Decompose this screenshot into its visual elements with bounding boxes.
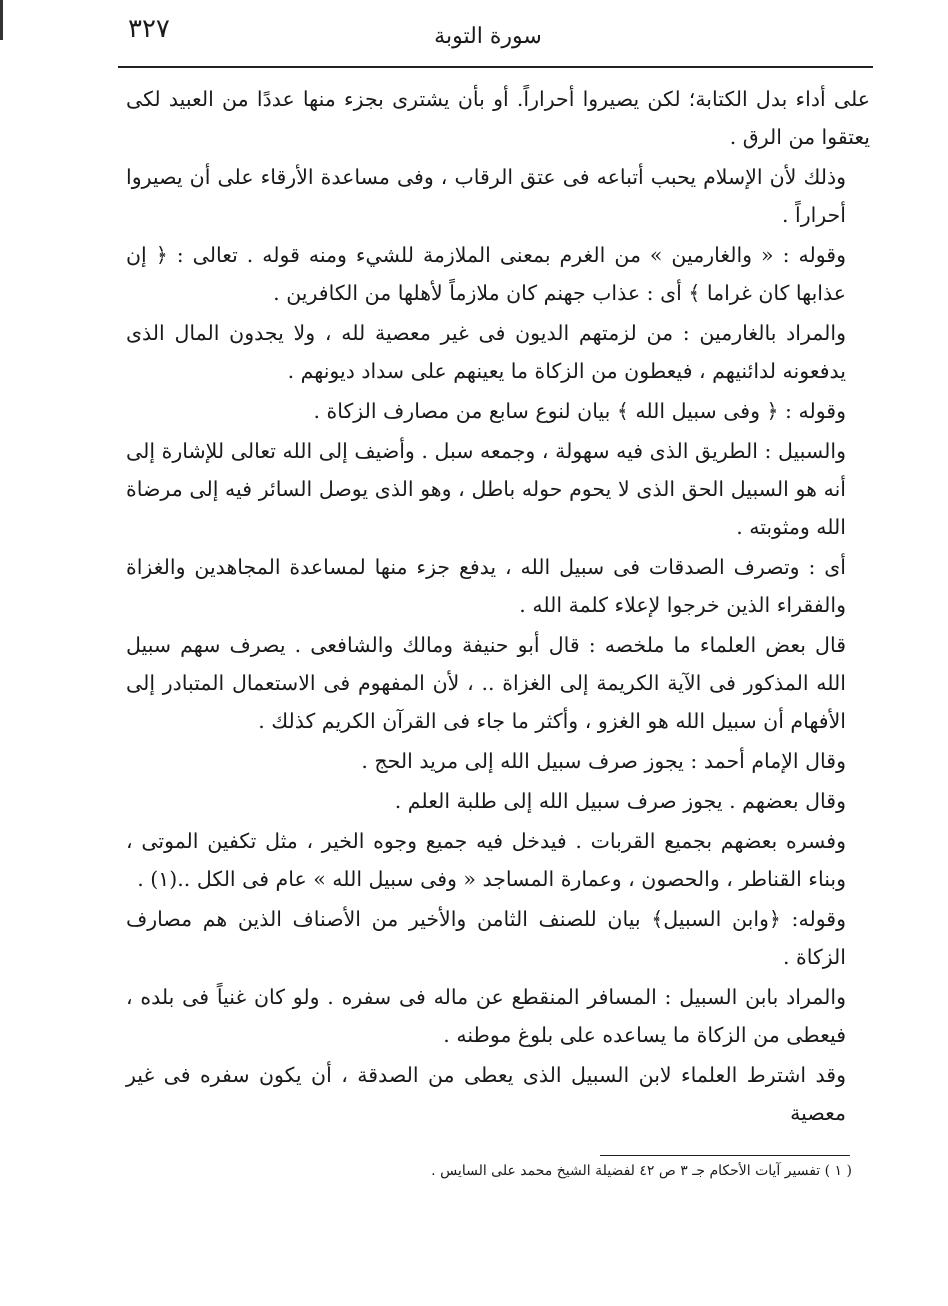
paragraph: وفسره بعضهم بجميع القربات . فيدخل فيه جميع وجوه الخير ، مثل تكفين الموتى ، وبناء القناطر ، والحصون ، وعمارة المساجد « وفى سبيل الله » عام فى الكل ..(١) . [126, 829, 846, 891]
paragraph: وقد اشترط العلماء لابن السبيل الذى يعطى من الصدقة ، أن يكون سفره فى غير معصية [126, 1063, 846, 1125]
page-number: ٣٢٧ [128, 14, 170, 44]
paragraph: والمراد بابن السبيل : المسافر المنقطع عن ماله فى سفره . ولو كان غنياً فى بلده ، فيعطى من الزكاة ما يساعده على بلوغ موطنه . [126, 985, 846, 1047]
paragraph: وقوله: ﴿وابن السبيل﴾ بيان للصنف الثامن والأخير من الأصناف الذين هم مصارف الزكاة . [126, 907, 846, 969]
paragraph: أى : وتصرف الصدقات فى سبيل الله ، يدفع جزء منها لمساعدة المجاهدين والغزاة والفقراء الذين خرجوا لإعلاء كلمة الله . [126, 555, 846, 617]
paragraph: والسبيل : الطريق الذى فيه سهولة ، وجمعه سبل . وأضيف إلى الله تعالى للإشارة إلى أنه هو السبيل الحق الذى لا يحوم حوله باطل ، وهو الذى يوصل السائر فيه إلى مرضاة الله ومثوبته . [126, 439, 846, 539]
paragraph: وذلك لأن الإسلام يحبب أتباعه فى عتق الرقاب ، وفى مساعدة الأرقاء على أن يصيروا أحراراً . [126, 165, 846, 227]
footnote: ( ١ ) تفسير آيات الأحكام جـ ٣ ص ٤٢ لفضيلة الشيخ محمد على السايس . [431, 1163, 852, 1179]
body-text [126, 80, 870, 1134]
paragraph: والمراد بالغارمين : من لزمتهم الديون فى غير معصية لله ، ولا يجدون المال الذى يدفعونه لدائنيهم ، فيعطون من الزكاة ما يعينهم على سداد ديونهم . [126, 321, 846, 383]
page-header [108, 10, 868, 60]
surah-title: سورة التوبة [434, 24, 542, 49]
footnote-divider [600, 1155, 850, 1156]
paragraph: على أداء بدل الكتابة؛ لكن يصيروا أحراراً. أو بأن يشترى بجزء منها عددًا من العبيد لكى يعتقوا من الرق . [126, 87, 870, 149]
paragraph: وقوله : « والغارمين » من الغرم بمعنى الملازمة للشيء ومنه قوله . تعالى : ﴿ إن عذابها كان غراما ﴾ أى : عذاب جهنم كان ملازماً لأهلها من الكافرين . [126, 243, 846, 305]
paragraph: وقال الإمام أحمد : يجوز صرف سبيل الله إلى مريد الحج . [361, 749, 846, 773]
paragraph: وقوله : ﴿ وفى سبيل الله ﴾ بيان لنوع سابع من مصارف الزكاة . [313, 399, 846, 423]
paragraph: وقال بعضهم . يجوز صرف سبيل الله إلى طلبة العلم . [394, 789, 846, 813]
paragraph: قال بعض العلماء ما ملخصه : قال أبو حنيفة ومالك والشافعى . يصرف سهم سبيل الله المذكور فى الآية الكريمة إلى الغزاة .. ، لأن المفهوم فى الاستعمال المتبادر إلى الأفهام أن سبيل الله هو الغزو ، وأكثر ما جاء فى القرآن الكريم كذلك . [126, 633, 846, 733]
page-edge-mark [0, 0, 3, 40]
header-divider [118, 66, 873, 68]
